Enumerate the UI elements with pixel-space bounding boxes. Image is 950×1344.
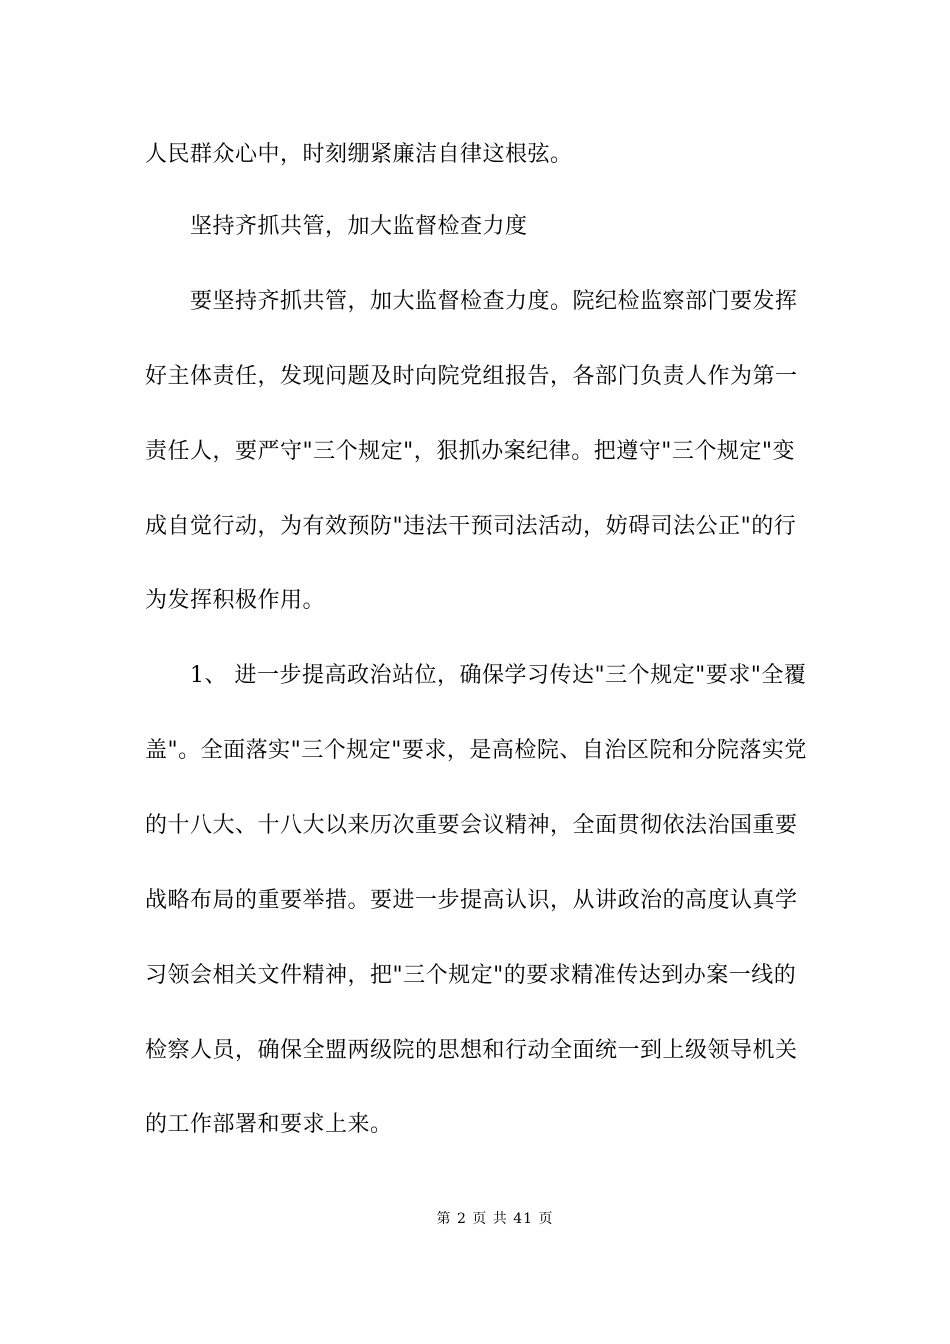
page-number-footer: 第 2 页 共 41 页 bbox=[436, 1211, 554, 1227]
text-line: 成自觉行动，为有效预防"违法干预司法活动，妨碍司法公正"的行 bbox=[145, 514, 797, 539]
section-heading: 坚持齐抓共管，加大监督检查力度 bbox=[190, 214, 528, 239]
text-line: 习领会相关文件精神，把"三个规定"的要求精准传达到办案一线的 bbox=[145, 963, 797, 988]
text-line: 要坚持齐抓共管，加大监督检查力度。院纪检监察部门要发挥 bbox=[190, 289, 798, 314]
text-line: 的工作部署和要求上来。 bbox=[145, 1112, 393, 1137]
text-line: 战略布局的重要举措。要进一步提高认识，从讲政治的高度认真学 bbox=[145, 888, 798, 913]
numbered-paragraph-start: 1、 进一步提高政治站位，确保学习传达"三个规定"要求"全覆 bbox=[190, 663, 807, 688]
text-line: 人民群众心中，时刻绷紧廉洁自律这根弦。 bbox=[145, 142, 573, 167]
text-line: 的十八大、十八大以来历次重要会议精神，全面贯彻依法治国重要 bbox=[145, 813, 798, 838]
text-line: 检察人员，确保全盟两级院的思想和行动全面统一到上级领导机关 bbox=[145, 1038, 798, 1063]
text-line: 责任人，要严守"三个规定"，狠抓办案纪律。把遵守"三个规定"变 bbox=[145, 439, 795, 464]
text-line: 盖"。全面落实"三个规定"要求，是高检院、自治区院和分院落实党 bbox=[145, 738, 807, 763]
text-line: 好主体责任，发现问题及时向院党组报告，各部门负责人作为第一 bbox=[145, 364, 798, 389]
text-line: 为发挥积极作用。 bbox=[145, 588, 326, 613]
